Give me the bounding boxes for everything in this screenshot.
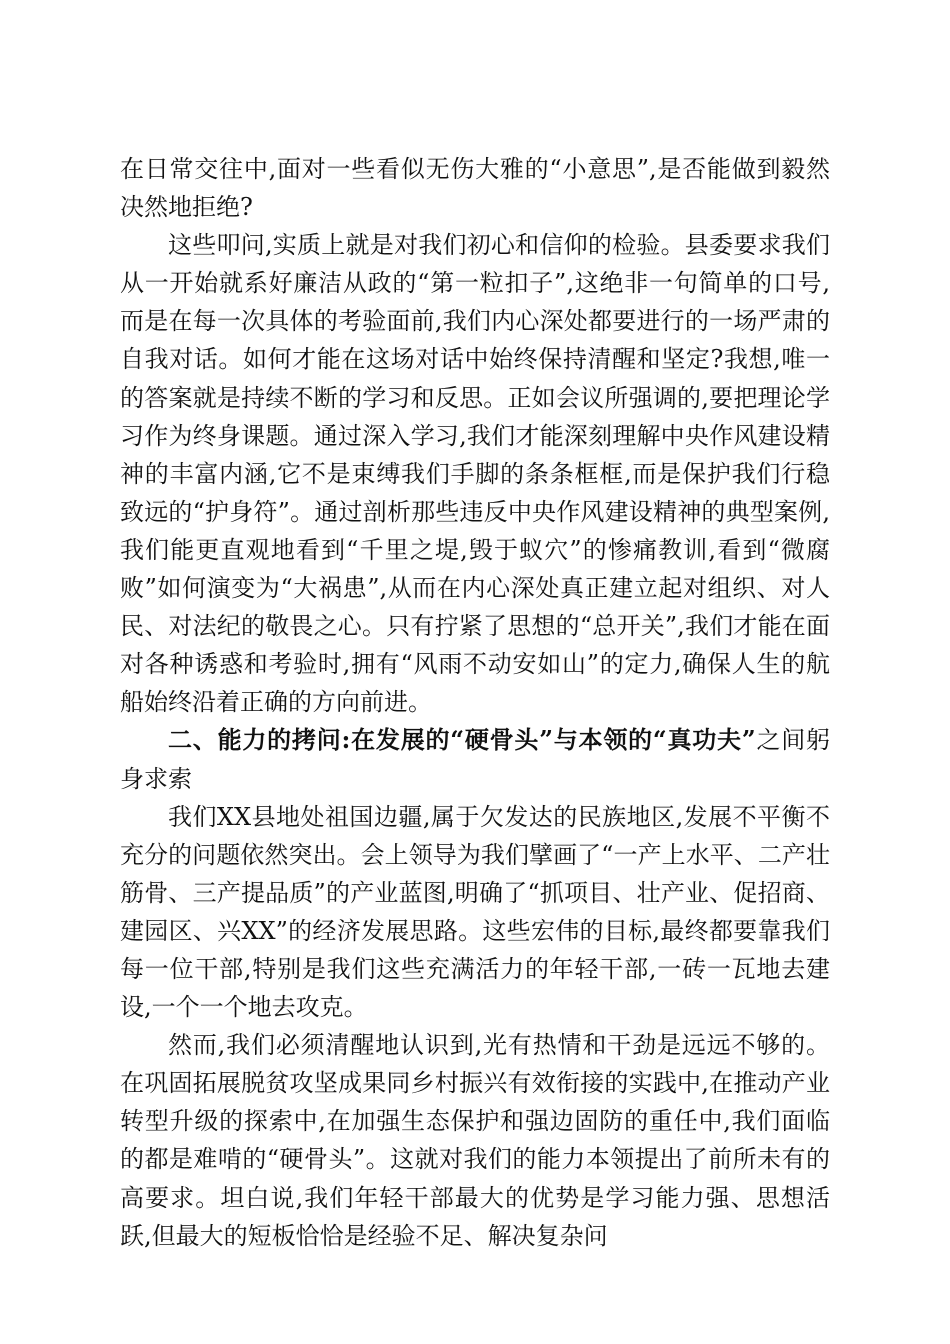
paragraph-county-development: 我们XX县地处祖国边疆,属于欠发达的民族地区,发展不平衡不充分的问题依然突出。会上领导为我们擘画了“一产上水平、二产壮筋骨、三产提品质”的产业蓝图,明确了“抓项目、壮产业、促招商、建园区、兴XX”的经济发展思路。这些宏伟的目标,最终都要靠我们每一位干部,特别是我们这些充满活力的年轻干部,一砖一瓦地去建设,一个一个地去攻克。 <box>120 802 830 1022</box>
section-heading <box>120 721 830 797</box>
document-body <box>120 150 830 1255</box>
paragraph-continuation: 在日常交往中,面对一些看似无伤大雅的“小意思”,是否能做到毅然决然地拒绝? <box>120 155 830 222</box>
section-heading-bold: 二、能力的拷问:在发展的“硬骨头”与本领的“真功夫” <box>168 725 756 755</box>
paragraph-reflection: 这些叩问,实质上就是对我们初心和信仰的检验。县委要求我们从一开始就系好廉洁从政的“第一粒扣子”,这绝非一句简单的口号,而是在每一次具体的考验面前,我们内心深处都要进行的一场严肃的自我对话。如何才能在这场对话中始终保持清醒和坚定?我想,唯一的答案就是持续不断的学习和反思。正如会议所强调的,要把理论学习作为终身课题。通过深入学习,我们才能深刻理解中央作风建设精神的丰富内涵,它不是束缚我们手脚的条条框框,而是保护我们行稳致远的“护身符”。通过剖析那些违反中央作风建设精神的典型案例,我们能更直观地看到“千里之堤,毁于蚁穴”的惨痛教训,看到“微腐败”如何演变为“大祸患”,从而在内心深处真正建立起对组织、对人民、对法纪的敬畏之心。只有拧紧了思想的“总开关”,我们才能在面对各种诱惑和考验时,拥有“风雨不动安如山”的定力,确保人生的航船始终沿着正确的方向前进。 <box>120 231 830 717</box>
paragraph-capability-gap: 然而,我们必须清醒地认识到,光有热情和干劲是远远不够的。在巩固拓展脱贫攻坚成果同乡村振兴有效衔接的实践中,在推动产业转型升级的探索中,在加强生态保护和强边固防的重任中,我们面临的都是难啃的“硬骨头”。这就对我们的能力本领提出了前所未有的高要求。坦白说,我们年轻干部最大的优势是学习能力强、思想活跃,但最大的短板恰恰是经验不足、解决复杂问 <box>120 1031 830 1250</box>
section-heading-tail: 之间躬身求索 <box>120 726 831 793</box>
